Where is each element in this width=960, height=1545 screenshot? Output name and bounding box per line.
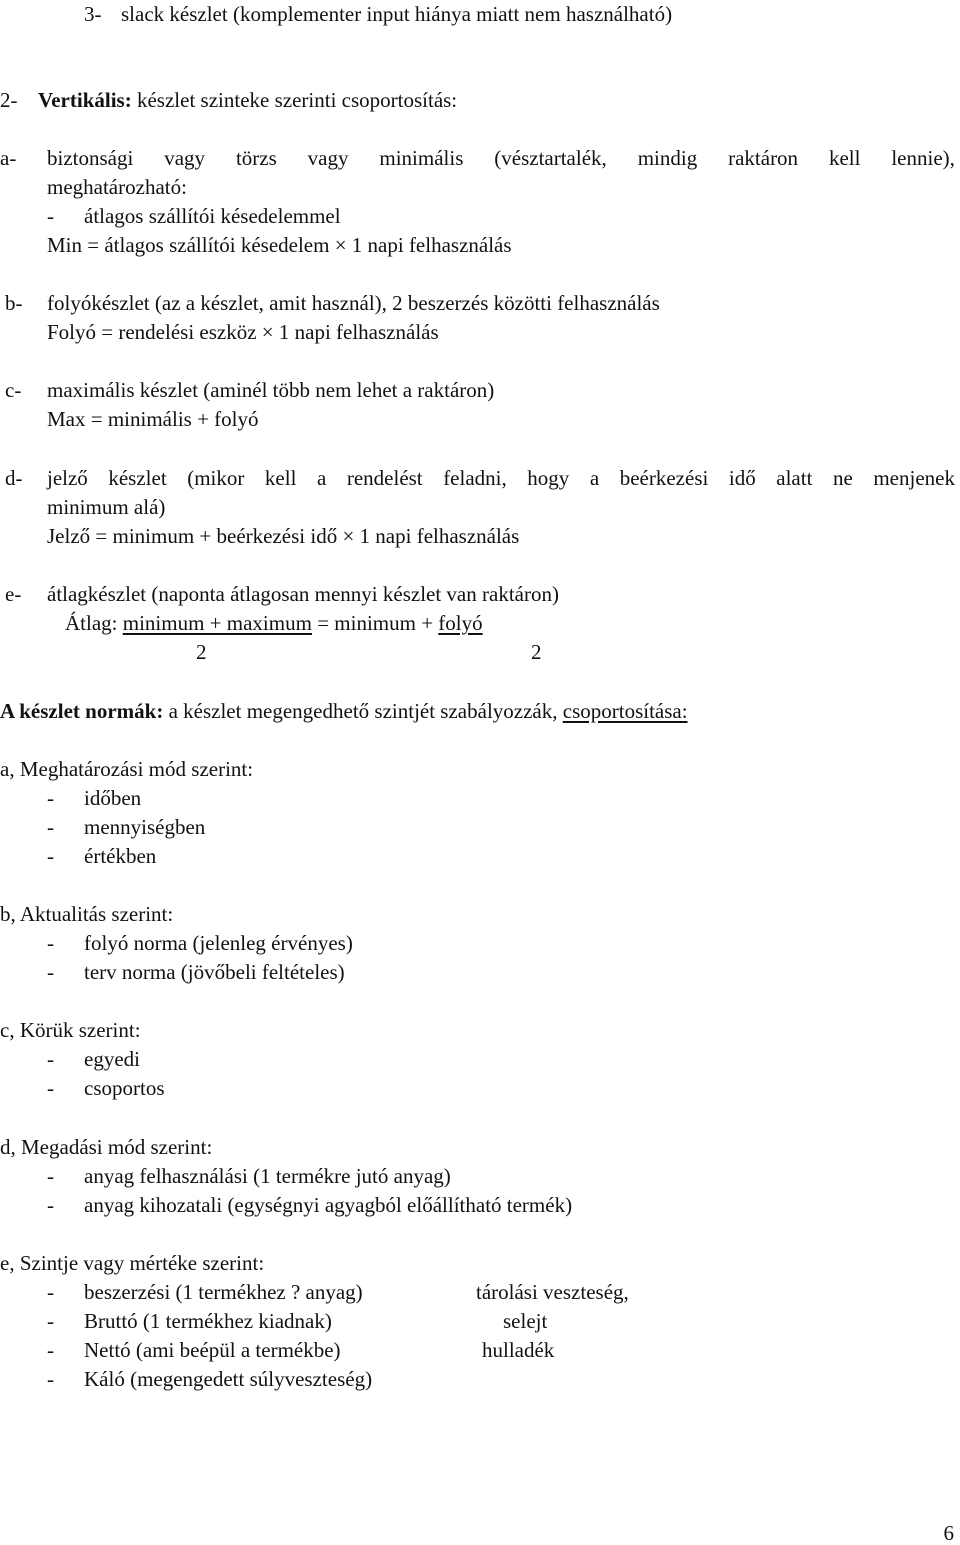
word: menjenek (873, 466, 955, 490)
list-dash: - (47, 1338, 54, 1362)
list-dash: - (47, 815, 54, 839)
list-dash: - (47, 786, 54, 810)
formula-denominator-1: 2 (196, 640, 207, 664)
list-dash: - (47, 844, 54, 868)
list-item-right-text: hulladék (482, 1338, 555, 1362)
list-item-text: Bruttó (1 termékhez kiadnak) (84, 1309, 332, 1333)
list-item-text: Káló (megengedett súlyveszteség) (84, 1367, 373, 1391)
word: a (316, 466, 327, 490)
item-a-line2-text: meghatározható: (47, 175, 187, 199)
item-3-text: slack készlet (komplementer input hiánya miatt nem használható) (121, 2, 673, 26)
list-item-text: Nettó (ami beépül a termékbe) (84, 1338, 341, 1362)
list-item-text: egyedi (84, 1047, 140, 1071)
word: minimális (379, 146, 464, 170)
item-d-line2-text: minimum alá) (47, 495, 166, 519)
list-item-text: anyag felhasználási (1 termékre jutó anyag) (84, 1164, 451, 1188)
item-a-formula: Min = átlagos szállítói késedelem × 1 napi felhasználás (47, 233, 512, 257)
word: ne (832, 466, 853, 490)
section-vertical-title-wrap (38, 86, 457, 114)
word: feladni, (443, 466, 507, 490)
formula-middle: = minimum + (311, 611, 439, 635)
subsection-a-title: a, Meghatározási mód szerint: (0, 757, 254, 781)
item-d-formula: Jelző = minimum + beérkezési idő × 1 napi felhasználás (47, 524, 520, 548)
list-dash: - (47, 1280, 54, 1304)
list-item-text: mennyiségben (84, 815, 206, 839)
word: rendelést (346, 466, 423, 490)
norms-heading-wrap (0, 697, 688, 725)
norms-heading-text: a készlet megengedhető szintjét szabályozzák, (163, 699, 563, 723)
item-a-marker: a- (0, 146, 17, 170)
list-item-text: terv norma (jövőbeli feltételes) (84, 960, 345, 984)
word: készlet (108, 466, 167, 490)
list-item-right-text: selejt (503, 1309, 548, 1333)
word: kell (828, 146, 861, 170)
list-item-text: folyó norma (jelenleg érvényes) (84, 931, 353, 955)
item-e-line1-text: átlagkészlet (naponta átlagosan mennyi készlet van raktáron) (47, 582, 559, 606)
item-c-line1-text: maximális készlet (aminél több nem lehet a raktáron) (47, 378, 495, 402)
formula-denominator-2: 2 (531, 640, 542, 664)
item-c-marker: c- (5, 378, 22, 402)
list-item-text: anyag kihozatali (egységnyi agyagból előállítható termék) (84, 1193, 573, 1217)
word: vagy (307, 146, 349, 170)
norms-heading-bold: A készlet normák: (0, 699, 164, 723)
section-vertical-number: 2- (0, 88, 18, 112)
word: (mikor (187, 466, 245, 490)
list-item-text: értékben (84, 844, 157, 868)
word: raktáron (728, 146, 799, 170)
list-dash: - (47, 1193, 54, 1217)
item-3-number: 3- (84, 2, 102, 26)
item-e-marker: e- (5, 582, 22, 606)
item-a-line3-dash: - (47, 204, 54, 228)
subsection-c-title: c, Körük szerint: (0, 1018, 141, 1042)
list-item-text: csoportos (84, 1076, 165, 1100)
section-vertical-bold: Vertikális: (38, 88, 132, 112)
list-dash: - (47, 1309, 54, 1333)
item-d-justified-text (47, 464, 955, 492)
formula-prefix: Átlag: (65, 611, 123, 635)
list-dash: - (47, 1164, 54, 1188)
word: alatt (776, 466, 813, 490)
list-dash: - (47, 1367, 54, 1391)
word: mindig (637, 146, 698, 170)
norms-heading-underlined: csoportosítása: (562, 699, 688, 723)
subsection-d-title: d, Megadási mód szerint: (0, 1135, 213, 1159)
item-a-justified-text (47, 144, 955, 172)
word: a (589, 466, 600, 490)
formula-numerator-2: folyó (438, 611, 483, 635)
word: hogy (527, 466, 570, 490)
list-dash: - (47, 931, 54, 955)
word: kell (264, 466, 297, 490)
word: beérkezési (619, 466, 709, 490)
item-b-line1-text: folyókészlet (az a készlet, amit használ), 2 beszerzés közötti felhasználás (47, 291, 660, 315)
word: törzs (235, 146, 277, 170)
item-d-marker: d- (5, 466, 23, 490)
formula-numerator-1: minimum + maximum (122, 611, 312, 635)
item-b-formula: Folyó = rendelési eszköz × 1 napi felhasználás (47, 320, 439, 344)
item-a-line3-text: átlagos szállítói késedelemmel (84, 204, 341, 228)
subsection-e-title: e, Szintje vagy mértéke szerint: (0, 1251, 265, 1275)
word: jelző (47, 466, 88, 490)
word: (vésztartalék, (494, 146, 607, 170)
word: lennie), (891, 146, 955, 170)
page-number: 6 (943, 1521, 954, 1545)
word: idő (728, 466, 756, 490)
word: biztonsági (47, 146, 134, 170)
list-dash: - (47, 1076, 54, 1100)
list-dash: - (47, 960, 54, 984)
list-item-text: beszerzési (1 termékhez ? anyag) (84, 1280, 363, 1304)
subsection-b-title: b, Aktualitás szerint: (0, 902, 174, 926)
list-item-right-text: tárolási veszteség, (476, 1280, 629, 1304)
item-e-formula (65, 609, 483, 637)
list-dash: - (47, 1047, 54, 1071)
item-c-formula: Max = minimális + folyó (47, 407, 259, 431)
list-item-text: időben (84, 786, 142, 810)
word: vagy (164, 146, 206, 170)
section-vertical-text: készlet szinteke szerinti csoportosítás: (131, 88, 458, 112)
item-b-marker: b- (5, 291, 23, 315)
